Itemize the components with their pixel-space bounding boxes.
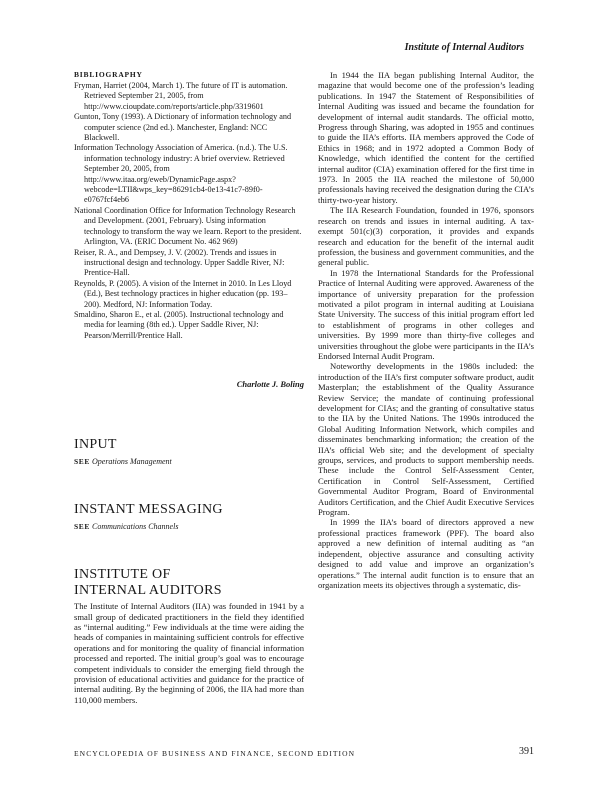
body-paragraph: In 1999 the IIA’s board of directors approved a new professional practices framework (PPF). The board also approved a new definition of internal auditing as “an independent, objective assurance and consulting activity designed to add value and improve an organization’s operations.” The internal audit function is to ensure that an organization meets its objectives through a systematic, dis- [318, 517, 534, 590]
see-label: SEE [74, 522, 90, 532]
see-label: SEE [74, 457, 90, 467]
entry-heading-instant-messaging: INSTANT MESSAGING [74, 502, 223, 518]
bibliography-entry: Gunton, Tony (1993). A Dictionary of information technology and computer science (2nd ed.). Manchester, England: NCC Blackwell. [74, 112, 292, 143]
bibliography-entry: Reiser, R. A., and Dempsey, J. V. (2002). Trends and issues in instructional design and technology. Upper Saddle River, NJ: Prentice-Hall. [74, 247, 285, 278]
left-column [74, 70, 304, 705]
body-paragraph: In 1978 the International Standards for the Professional Practice of Internal Auditing were approved. Awareness of the importance of university preparation for the profession motivated a pilot program in internal auditing at Louisiana State University. The success of this initial program effort led to establishment of programs in other colleges and universities. By 1999 more than thirty-five colleges and universities throughout the globe were participants in the IIA’s Endorsed Internal Audit Program. [318, 267, 534, 361]
entry-heading-iia-line2: INTERNAL AUDITORS [74, 583, 222, 599]
see-reference [74, 522, 304, 531]
bibliography-entry: Reynolds, P. (2005). A vision of the Internet in 2010. In Les Lloyd (Ed.), Best technology practices in higher education (pp. 193–200). Medford, NJ: Information Today. [74, 278, 292, 309]
bibliography-entry: National Coordination Office for Information Technology Research and Development. (2001, February). Using information technology to transform the way we learn. Report to the president. Arlington, VA. (ERIC Document No. 462 969) [74, 205, 302, 247]
entry-heading-iia-line1: INSTITUTE OF [74, 567, 171, 583]
right-column [318, 70, 534, 590]
bibliography-entry: Information Technology Association of America. (n.d.). The U.S. information technology industry: A brief overview. Retrieved September 20, 2005, from http://www.itaa.org/eweb/DynamicPage.aspx?webcode=LTII&wps_key=86291cb4-0e13-41c7-89f0-e0767fcf4eb6 [74, 143, 288, 205]
body-paragraph: In 1944 the IIA began publishing Internal Auditor, the magazine that would become one of the profession’s leading publications. In 1947 the Statement of Responsibilities of Internal Auditing was issued and became the foundation for development of internal audit standards. The official motto, Progress through Sharing, was adopted in 1955 and continues to guide the IIA’s efforts. IIA members approved the Code of Ethics in 1968; and in 1972 adopted a Common Body of Knowledge, which identified the content for the certified internal auditor (CIA) examination offered for the first time in 1973. In 2005 the IIA reached the milestone of 50,000 professionals having received the designation during the CIA’s thirty-two-year history. [318, 70, 534, 205]
body-paragraph: The IIA Research Foundation, founded in 1976, sponsors research on trends and issues in internal auditing. A tax-exempt 501(c)(3) corporation, it provides and expands research and education for the benefit of the internal audit profession, the business and government communities, and the general public. [318, 205, 534, 268]
bibliography-entry: Smaldino, Sharon E., et al. (2005). Instructional technology and media for learning (8th ed.). Upper Saddle River, NJ: Pearson/Merrill/Prentice Hall. [74, 309, 284, 340]
body-paragraph: The Institute of Internal Auditors (IIA) was founded in 1941 by a small group of dedicated practitioners in the field they identified as “internal auditing.” Few individuals at the time were aiding the heads of companies in maintaining sufficient controls for effective operations and for monitoring the quality of financial information processed and reported. The initial group’s goal was to encourage competent individuals to consider the emerging field through the provision of educational activities and guidance for the practice of internal auditing. By the beginning of 2006, the IIA had more than 110,000 members. [74, 601, 304, 705]
page-number: 391 [519, 746, 534, 757]
body-paragraph: Noteworthy developments in the 1980s included: the introduction of the IIA’s first computer software product, audit Masterplan; the establishment of the Quality Assurance Review Service; the mandate of continuing professional development for CIAs; and the granting of consultative status to the IIA by the United Nations. The 1990s introduced the Global Auditing Information Network, which compiles and disseminates benchmarking information; the creation of the IIA’s official Web site; and the development of specialty groups, services, and products to support membership needs. These include the Control Self-Assessment Center, Certification in Control Self-Assessment, Certified Governmental Auditor Program, Board of Environmental Auditors Certification, and the Chief Audit Executive Services Program. [318, 361, 534, 518]
see-target-link[interactable]: Communications Channels [91, 522, 179, 532]
instant-messaging-entry [74, 502, 304, 531]
bibliography-section [74, 70, 304, 389]
bibliography-label: BIBLIOGRAPHY [74, 70, 143, 79]
see-target-link[interactable]: Operations Management [91, 457, 172, 467]
iia-entry [74, 567, 304, 705]
bibliography-entry: Fryman, Harriet (2004, March 1). The future of IT is automation. Retrieved September 21, 2005, from http://www.cioupdate.com/reports/article.php/3319601 [74, 81, 288, 111]
author-byline: Charlotte J. Boling [236, 379, 304, 390]
footer-publication-title: ENCYCLOPEDIA OF BUSINESS AND FINANCE, SECOND EDITION [74, 749, 356, 758]
entry-heading-input: INPUT [74, 437, 117, 453]
running-head: Institute of Internal Auditors [404, 42, 524, 53]
input-entry [74, 437, 304, 466]
see-reference [74, 457, 304, 466]
